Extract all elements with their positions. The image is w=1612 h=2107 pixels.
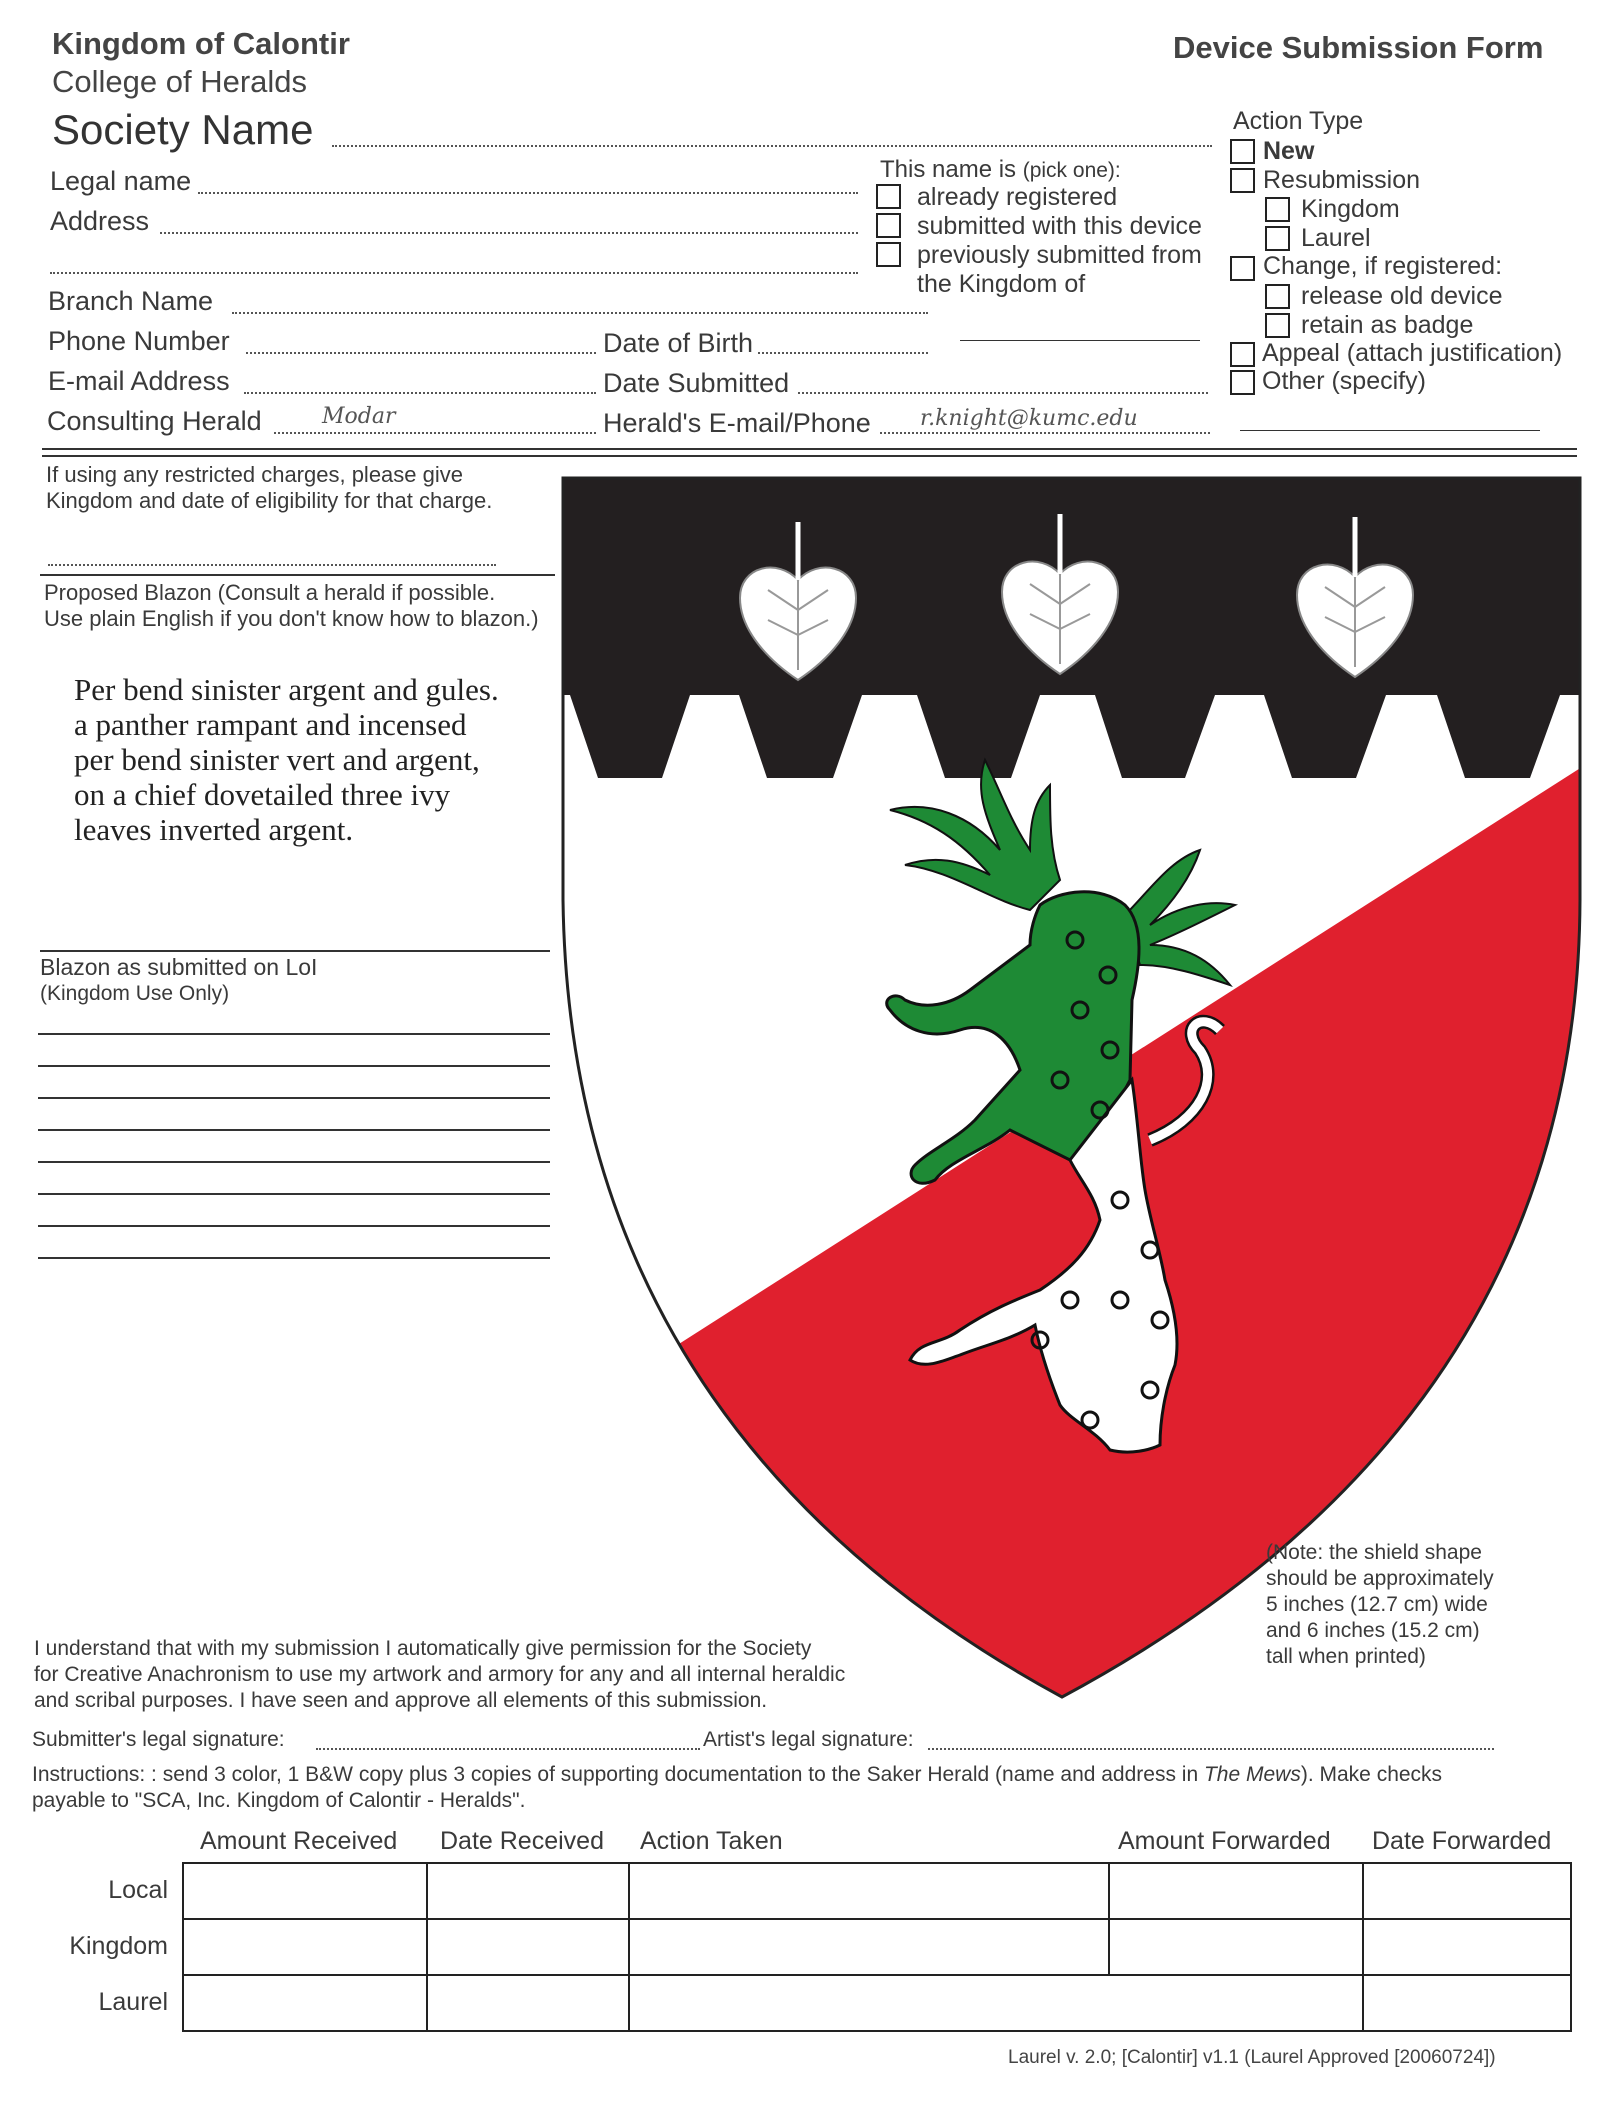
kingdom-amount-received[interactable] (183, 1919, 427, 1975)
local-date-forwarded[interactable] (1363, 1863, 1571, 1919)
resubmission-label: Resubmission (1263, 166, 1421, 194)
new-label: New (1263, 137, 1315, 165)
table-row (183, 1919, 1571, 1975)
form-title: Device Submission Form (1173, 30, 1544, 65)
table-row (183, 1863, 1571, 1919)
col-date-received: Date Received (440, 1827, 604, 1855)
blazon-line-2: a panther rampant and incensed (74, 707, 467, 742)
kingdom-of-label: the Kingdom of (917, 270, 1086, 298)
instructions-line-2: payable to "SCA, Inc. Kingdom of Calontir - Heralds". (32, 1789, 526, 1812)
table-row (183, 1975, 1571, 2031)
restricted-line-2: Kingdom and date of eligibility for that charge. (46, 488, 493, 513)
action-type-title: Action Type (1233, 107, 1364, 135)
col-action-taken: Action Taken (640, 1827, 783, 1855)
date-submitted-label: Date Submitted (603, 368, 790, 398)
blazon-line-5: leaves inverted argent. (74, 812, 354, 847)
proposed-line-1: Proposed Blazon (Consult a herald if possible. (44, 580, 496, 605)
laurel-action-taken[interactable] (629, 1975, 1363, 2031)
date-of-birth-label: Date of Birth (603, 328, 754, 358)
kingdom-date-forwarded[interactable] (1363, 1919, 1571, 1975)
instructions-line-1 (32, 1762, 1442, 1788)
instructions-mews: The Mews (1203, 1763, 1301, 1786)
kingdom-action-taken[interactable] (629, 1919, 1109, 1975)
submitted-with-device-label: submitted with this device (917, 212, 1202, 240)
shield-note (1266, 1540, 1494, 1670)
other-label: Other (specify) (1262, 367, 1426, 395)
lol-subtitle: (Kingdom Use Only) (40, 982, 230, 1005)
already-registered-label: already registered (917, 183, 1118, 211)
row-kingdom: Kingdom (69, 1932, 168, 1960)
shield-note-line-1: (Note: the shield shape (1266, 1541, 1482, 1564)
local-date-received[interactable] (427, 1863, 629, 1919)
consulting-herald-value: Modar (322, 404, 396, 429)
name-status-label: This name is (880, 156, 1017, 183)
laurel-date-forwarded[interactable] (1363, 1975, 1571, 2031)
society-name-label: Society Name (52, 106, 314, 153)
instructions-part-1: Instructions: : send 3 color, 1 B&W copy plus 3 copies of supporting documentation to the Saker Herald (name and address in (32, 1763, 1204, 1786)
blazon-line-4: on a chief dovetailed three ivy (74, 777, 451, 812)
email-address-label: E-mail Address (48, 366, 230, 396)
kingdom-title: Kingdom of Calontir (52, 26, 350, 61)
name-status-hint: (pick one): (1022, 159, 1121, 182)
version-footer: Laurel v. 2.0; [Calontir] v1.1 (Laurel Approved [20060724]) (1008, 2047, 1496, 2068)
change-label: Change, if registered: (1263, 252, 1503, 280)
permission-line-3: and scribal purposes. I have seen and approve all elements of this submission. (34, 1689, 768, 1712)
herald-contact-label: Herald's E-mail/Phone (603, 408, 871, 438)
submitter-signature-field[interactable] (316, 1748, 700, 1750)
restricted-line-1: If using any restricted charges, please give (46, 462, 464, 487)
submitter-signature-label: Submitter's legal signature: (32, 1728, 285, 1751)
col-amount-received: Amount Received (200, 1827, 398, 1855)
phone-number-label: Phone Number (48, 326, 230, 356)
col-date-forwarded: Date Forwarded (1372, 1827, 1552, 1855)
col-amount-forwarded: Amount Forwarded (1118, 1827, 1331, 1855)
release-label: release old device (1301, 282, 1503, 310)
local-amount-received[interactable] (183, 1863, 427, 1919)
retain-label: retain as badge (1301, 311, 1474, 339)
local-action-taken[interactable] (629, 1863, 1109, 1919)
instructions (32, 1762, 1442, 1814)
blazon-line-3: per bend sinister vert and argent, (74, 742, 480, 777)
fee-table (182, 1862, 1572, 2032)
shield-note-line-5: tall when printed) (1266, 1645, 1426, 1668)
laurel-label: Laurel (1301, 224, 1371, 252)
herald-contact-value: r.knight@kumc.edu (920, 406, 1138, 431)
laurel-date-received[interactable] (427, 1975, 629, 2031)
permission-line-1: I understand that with my submission I automatically give permission for the Society (34, 1637, 812, 1660)
permission-statement (34, 1636, 845, 1714)
instructions-part-2: ). Make checks (1300, 1763, 1443, 1786)
local-amount-forwarded[interactable] (1109, 1863, 1363, 1919)
lol-title: Blazon as submitted on LoI (40, 954, 318, 980)
kingdom-label: Kingdom (1301, 195, 1400, 223)
shield-note-line-3: 5 inches (12.7 cm) wide (1266, 1593, 1488, 1616)
kingdom-amount-forwarded[interactable] (1109, 1919, 1363, 1975)
row-local: Local (108, 1876, 168, 1904)
shield-note-line-2: should be approximately (1266, 1567, 1494, 1590)
college-title: College of Heralds (52, 64, 308, 99)
consulting-herald-label: Consulting Herald (47, 406, 262, 436)
kingdom-date-received[interactable] (427, 1919, 629, 1975)
blazon-line-1: Per bend sinister argent and gules. (74, 672, 499, 707)
artist-signature-label: Artist's legal signature: (703, 1728, 914, 1751)
shield-note-line-4: and 6 inches (15.2 cm) (1266, 1619, 1480, 1642)
appeal-label: Appeal (attach justification) (1262, 339, 1563, 367)
laurel-amount-received[interactable] (183, 1975, 427, 2031)
address-label: Address (50, 206, 150, 236)
proposed-line-2: Use plain English if you don't know how to blazon.) (44, 606, 539, 631)
legal-name-label: Legal name (50, 166, 192, 196)
branch-name-label: Branch Name (48, 286, 214, 316)
permission-line-2: for Creative Anachronism to use my artwork and armory for any and all internal heraldic (34, 1663, 846, 1686)
previously-submitted-label: previously submitted from (917, 241, 1202, 269)
row-laurel: Laurel (98, 1988, 168, 2016)
artist-signature-field[interactable] (928, 1748, 1494, 1750)
